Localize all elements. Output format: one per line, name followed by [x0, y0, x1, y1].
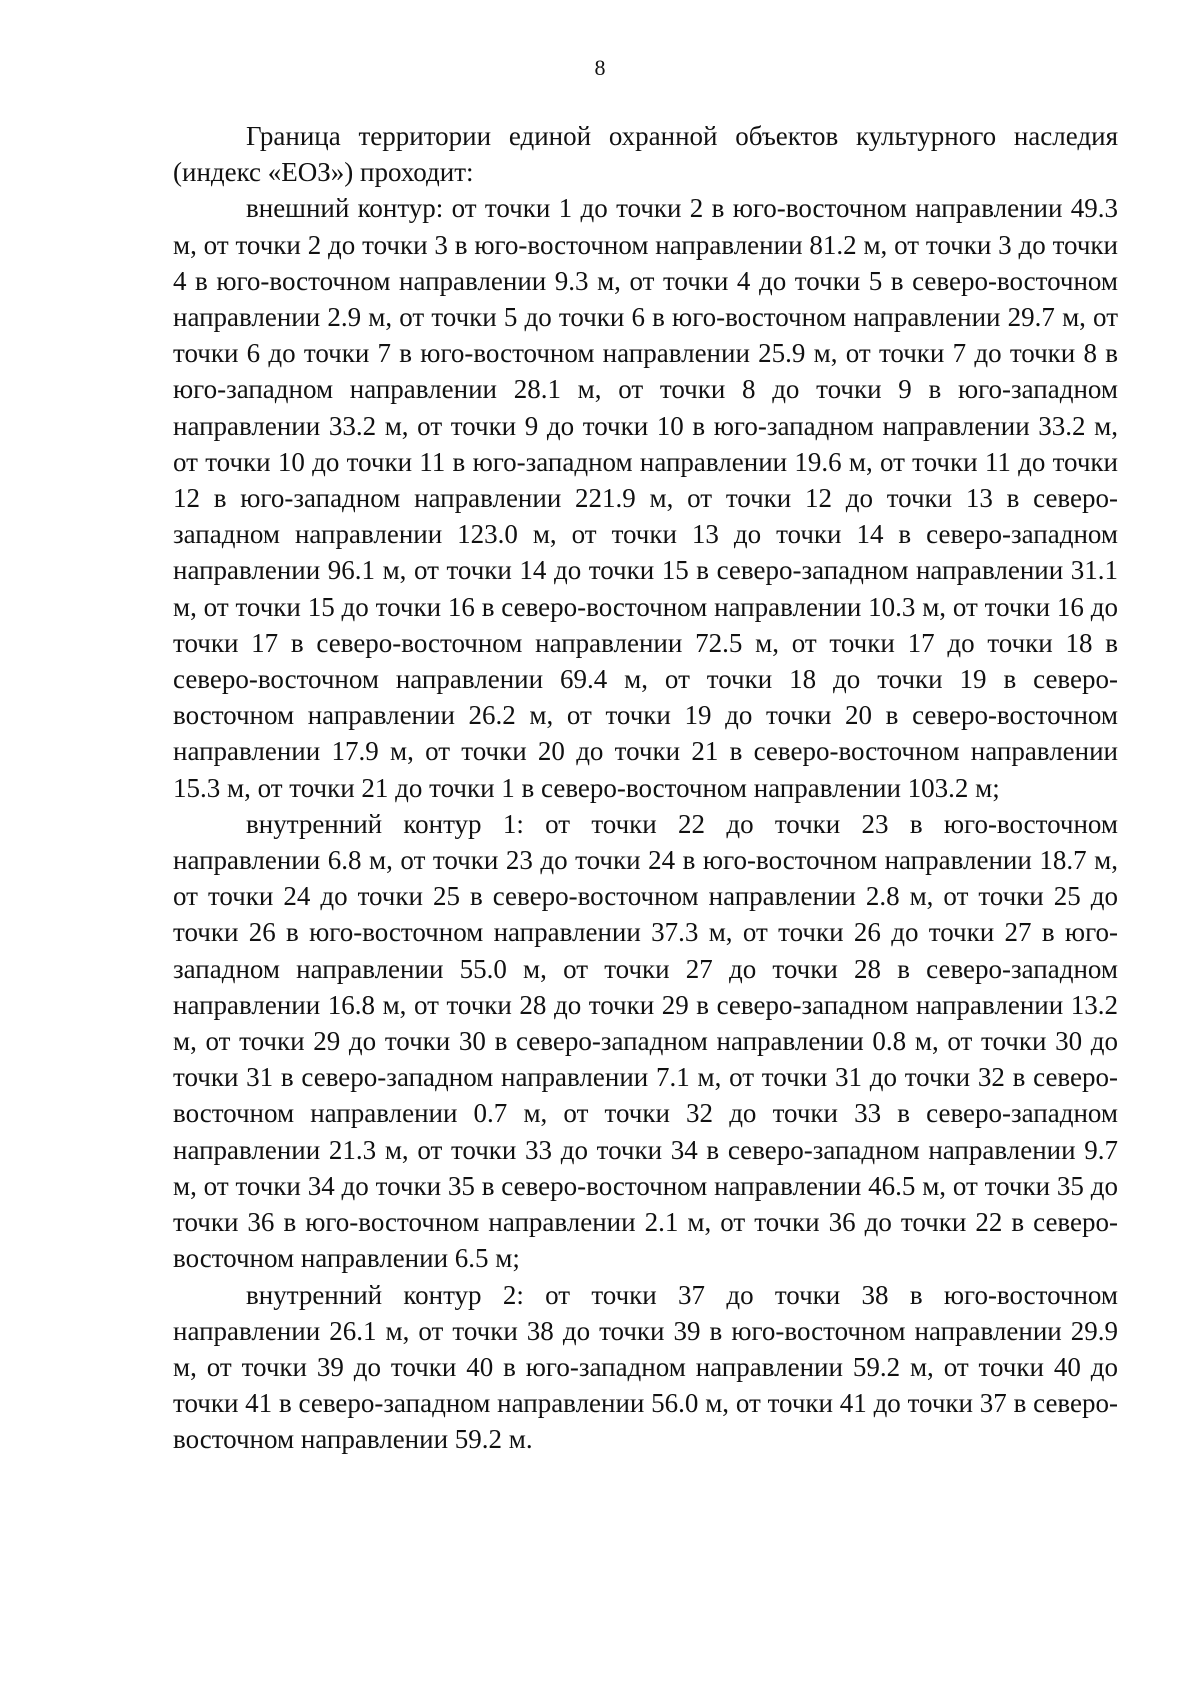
- paragraph-intro: Граница территории единой охранной объектов культурного наследия (индекс «ЕОЗ») проходит:: [173, 121, 1118, 188]
- paragraph-outer-contour: внешний контур: от точки 1 до точки 2 в юго-восточном направлении 49.3 м, от точки 2 до точки 3 в юго-восточном направлении 81.2 м, от точки 3 до точки 4 в юго-восточном направлении 9.3 м, от точки 4 до точки 5 в северо-восточном направлении 2.9 м, от точки 5 до точки 6 в юго-восточном направлении 29.7 м, от точки 6 до точки 7 в юго-восточном направлении 25.9 м, от точки 7 до точки 8 в юго-западном направлении 28.1 м, от точки 8 до точки 9 в юго-западном направлении 33.2 м, от точки 9 до точки 10 в юго-западном направлении 33.2 м, от точки 10 до точки 11 в юго-западном направлении 19.6 м, от точки 11 до точки 12 в юго-западном направлении 221.9 м, от точки 12 до точки 13 в северо-западном направлении 123.0 м, от точки 13 до точки 14 в северо-западном направлении 96.1 м, от точки 14 до точки 15 в северо-западном направлении 31.1 м, от точки 15 до точки 16 в северо-восточном направлении 10.3 м, от точки 16 до точки 17 в северо-восточном направлении 72.5 м, от точки 17 до точки 18 в северо-восточном направлении 69.4 м, от точки 18 до точки 19 в северо-восточном направлении 26.2 м, от точки 19 до точки 20 в северо-восточном направлении 17.9 м, от точки 20 до точки 21 в северо-восточном направлении 15.3 м, от точки 21 до точки 1 в северо-восточном направлении 103.2 м;: [173, 193, 1118, 803]
- page-number: 8: [594, 55, 606, 80]
- paragraph-inner-contour-1: внутренний контур 1: от точки 22 до точки 23 в юго-восточном направлении 6.8 м, от точки 23 до точки 24 в юго-восточном направлении 18.7 м, от точки 24 до точки 25 в северо-восточном направлении 2.8 м, от точки 25 до точки 26 в юго-восточном направлении 37.3 м, от точки 26 до точки 27 в юго-западном направлении 55.0 м, от точки 27 до точки 28 в северо-западном направлении 16.8 м, от точки 28 до точки 29 в северо-западном направлении 13.2 м, от точки 29 до точки 30 в северо-западном направлении 0.8 м, от точки 30 до точки 31 в северо-западном направлении 7.1 м, от точки 31 до точки 32 в северо-восточном направлении 0.7 м, от точки 32 до точки 33 в северо-западном направлении 21.3 м, от точки 33 до точки 34 в северо-западном направлении 9.7 м, от точки 34 до точки 35 в северо-восточном направлении 46.5 м, от точки 35 до точки 36 в юго-восточном направлении 2.1 м, от точки 36 до точки 22 в северо-восточном направлении 6.5 м;: [173, 808, 1118, 1274]
- paragraph-inner-contour-2: внутренний контур 2: от точки 37 до точки 38 в юго-восточном направлении 26.1 м, от точки 38 до точки 39 в юго-восточном направлении 29.9 м, от точки 39 до точки 40 в юго-западном направлении 59.2 м, от точки 40 до точки 41 в северо-западном направлении 56.0 м, от точки 41 до точки 37 в северо-восточном направлении 59.2 м.: [173, 1279, 1118, 1455]
- document-body: [173, 118, 1118, 1458]
